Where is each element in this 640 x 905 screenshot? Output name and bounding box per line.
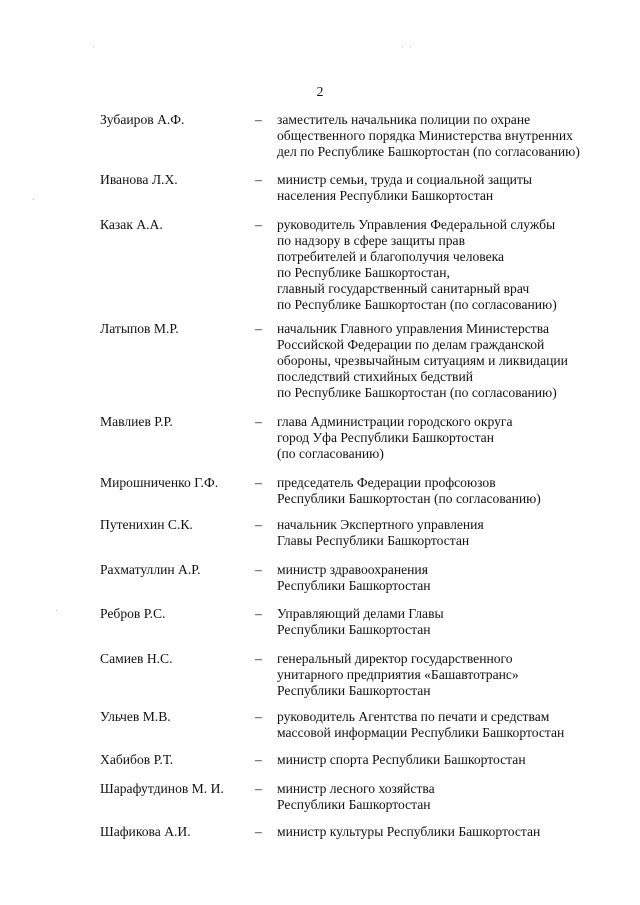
position-line: Республики Башкортостан (по согласованию) [277, 491, 541, 506]
position-line: по надзору в сфере защиты прав [277, 233, 465, 248]
separator-dash: – [255, 172, 262, 187]
position-line: по Республике Башкортостан (по согласованию) [277, 385, 557, 400]
position-line: руководитель Агентства по печати и средствам [277, 709, 550, 724]
separator-dash: – [255, 475, 262, 490]
member-name: Ульчев М.В. [100, 709, 171, 724]
separator-dash: – [255, 781, 262, 796]
member-position [277, 752, 617, 768]
separator-dash: – [255, 517, 262, 532]
member-name: Рахматуллин А.Р. [100, 562, 201, 577]
position-line: по Республике Башкортостан (по согласованию) [277, 297, 557, 312]
position-line: Главы Республики Башкортостан [277, 533, 470, 548]
separator-dash: – [255, 824, 262, 839]
page-number: 2 [316, 84, 324, 99]
member-position [277, 824, 617, 840]
position-line: массовой информации Республики Башкортостан [277, 725, 565, 740]
member-position [277, 651, 617, 699]
member-position [277, 781, 617, 813]
member-name: Самиев Н.С. [100, 651, 173, 666]
position-line: унитарного предприятия «Башавтотранс» [277, 667, 519, 682]
position-line: заместитель начальника полиции по охране [277, 112, 531, 127]
position-line: глава Администрации городского округа [277, 414, 513, 429]
member-position [277, 321, 617, 401]
member-position [277, 709, 617, 741]
position-line: министр культуры Республики Башкортостан [277, 824, 541, 839]
scan-speck [402, 46, 403, 47]
separator-dash: – [255, 217, 262, 232]
position-line: министр здравоохранения [277, 562, 428, 577]
position-line: последствий стихийных бедствий [277, 369, 473, 384]
separator-dash: – [255, 709, 262, 724]
member-position [277, 112, 617, 160]
separator-dash: – [255, 651, 262, 666]
position-line: по Республике Башкортостан, [277, 265, 450, 280]
position-line: генеральный директор государственного [277, 651, 513, 666]
member-name: Путенихин С.К. [100, 517, 193, 532]
member-name: Ребров Р.С. [100, 606, 166, 621]
separator-dash: – [255, 414, 262, 429]
position-line: начальник Главного управления Министерства [277, 321, 549, 336]
member-name: Казак А.А. [100, 217, 163, 232]
position-line: потребителей и благополучия человека [277, 249, 505, 264]
member-name: Шафикова А.И. [100, 824, 191, 839]
position-line: министр спорта Республики Башкортостан [277, 752, 526, 767]
position-line: город Уфа Республики Башкортостан [277, 430, 494, 445]
separator-dash: – [255, 606, 262, 621]
scan-speck [93, 46, 94, 47]
member-position [277, 217, 617, 313]
position-line: Республики Башкортостан [277, 797, 431, 812]
position-line: министр лесного хозяйства [277, 781, 435, 796]
member-name: Иванова Л.Х. [100, 172, 178, 187]
position-line: (по согласованию) [277, 446, 384, 461]
position-line: населения Республики Башкортостан [277, 188, 494, 203]
separator-dash: – [255, 321, 262, 336]
position-line: Управляющий делами Главы [277, 606, 444, 621]
position-line: дел по Республике Башкортостан (по согласованию) [277, 144, 580, 159]
member-position [277, 562, 617, 594]
member-position [277, 414, 617, 462]
position-line: председатель Федерации профсоюзов [277, 475, 496, 490]
position-line: начальник Экспертного управления [277, 517, 484, 532]
member-name: Шарафутдинов М. И. [100, 781, 224, 796]
scan-speck [33, 199, 34, 200]
position-line: Республики Башкортостан [277, 683, 431, 698]
separator-dash: – [255, 562, 262, 577]
separator-dash: – [255, 112, 262, 127]
scan-speck [410, 46, 411, 47]
position-line: Российской Федерации по делам гражданской [277, 337, 545, 352]
member-name: Хабибов Р.Т. [100, 752, 174, 767]
position-line: общественного порядка Министерства внутренних [277, 128, 573, 143]
position-line: Республики Башкортостан [277, 578, 431, 593]
position-line: Республики Башкортостан [277, 622, 431, 637]
scan-speck [56, 610, 57, 611]
member-position [277, 475, 617, 507]
member-position [277, 606, 617, 638]
member-name: Мирошниченко Г.Ф. [100, 475, 219, 490]
member-position [277, 172, 617, 204]
member-position [277, 517, 617, 549]
position-line: руководитель Управления Федеральной службы [277, 217, 556, 232]
member-name: Зубаиров А.Ф. [100, 112, 185, 127]
position-line: обороны, чрезвычайным ситуациям и ликвидации [277, 353, 568, 368]
separator-dash: – [255, 752, 262, 767]
position-line: министр семьи, труда и социальной защиты [277, 172, 533, 187]
position-line: главный государственный санитарный врач [277, 281, 530, 296]
member-name: Латыпов М.Р. [100, 321, 179, 336]
member-name: Мавлиев Р.Р. [100, 414, 173, 429]
